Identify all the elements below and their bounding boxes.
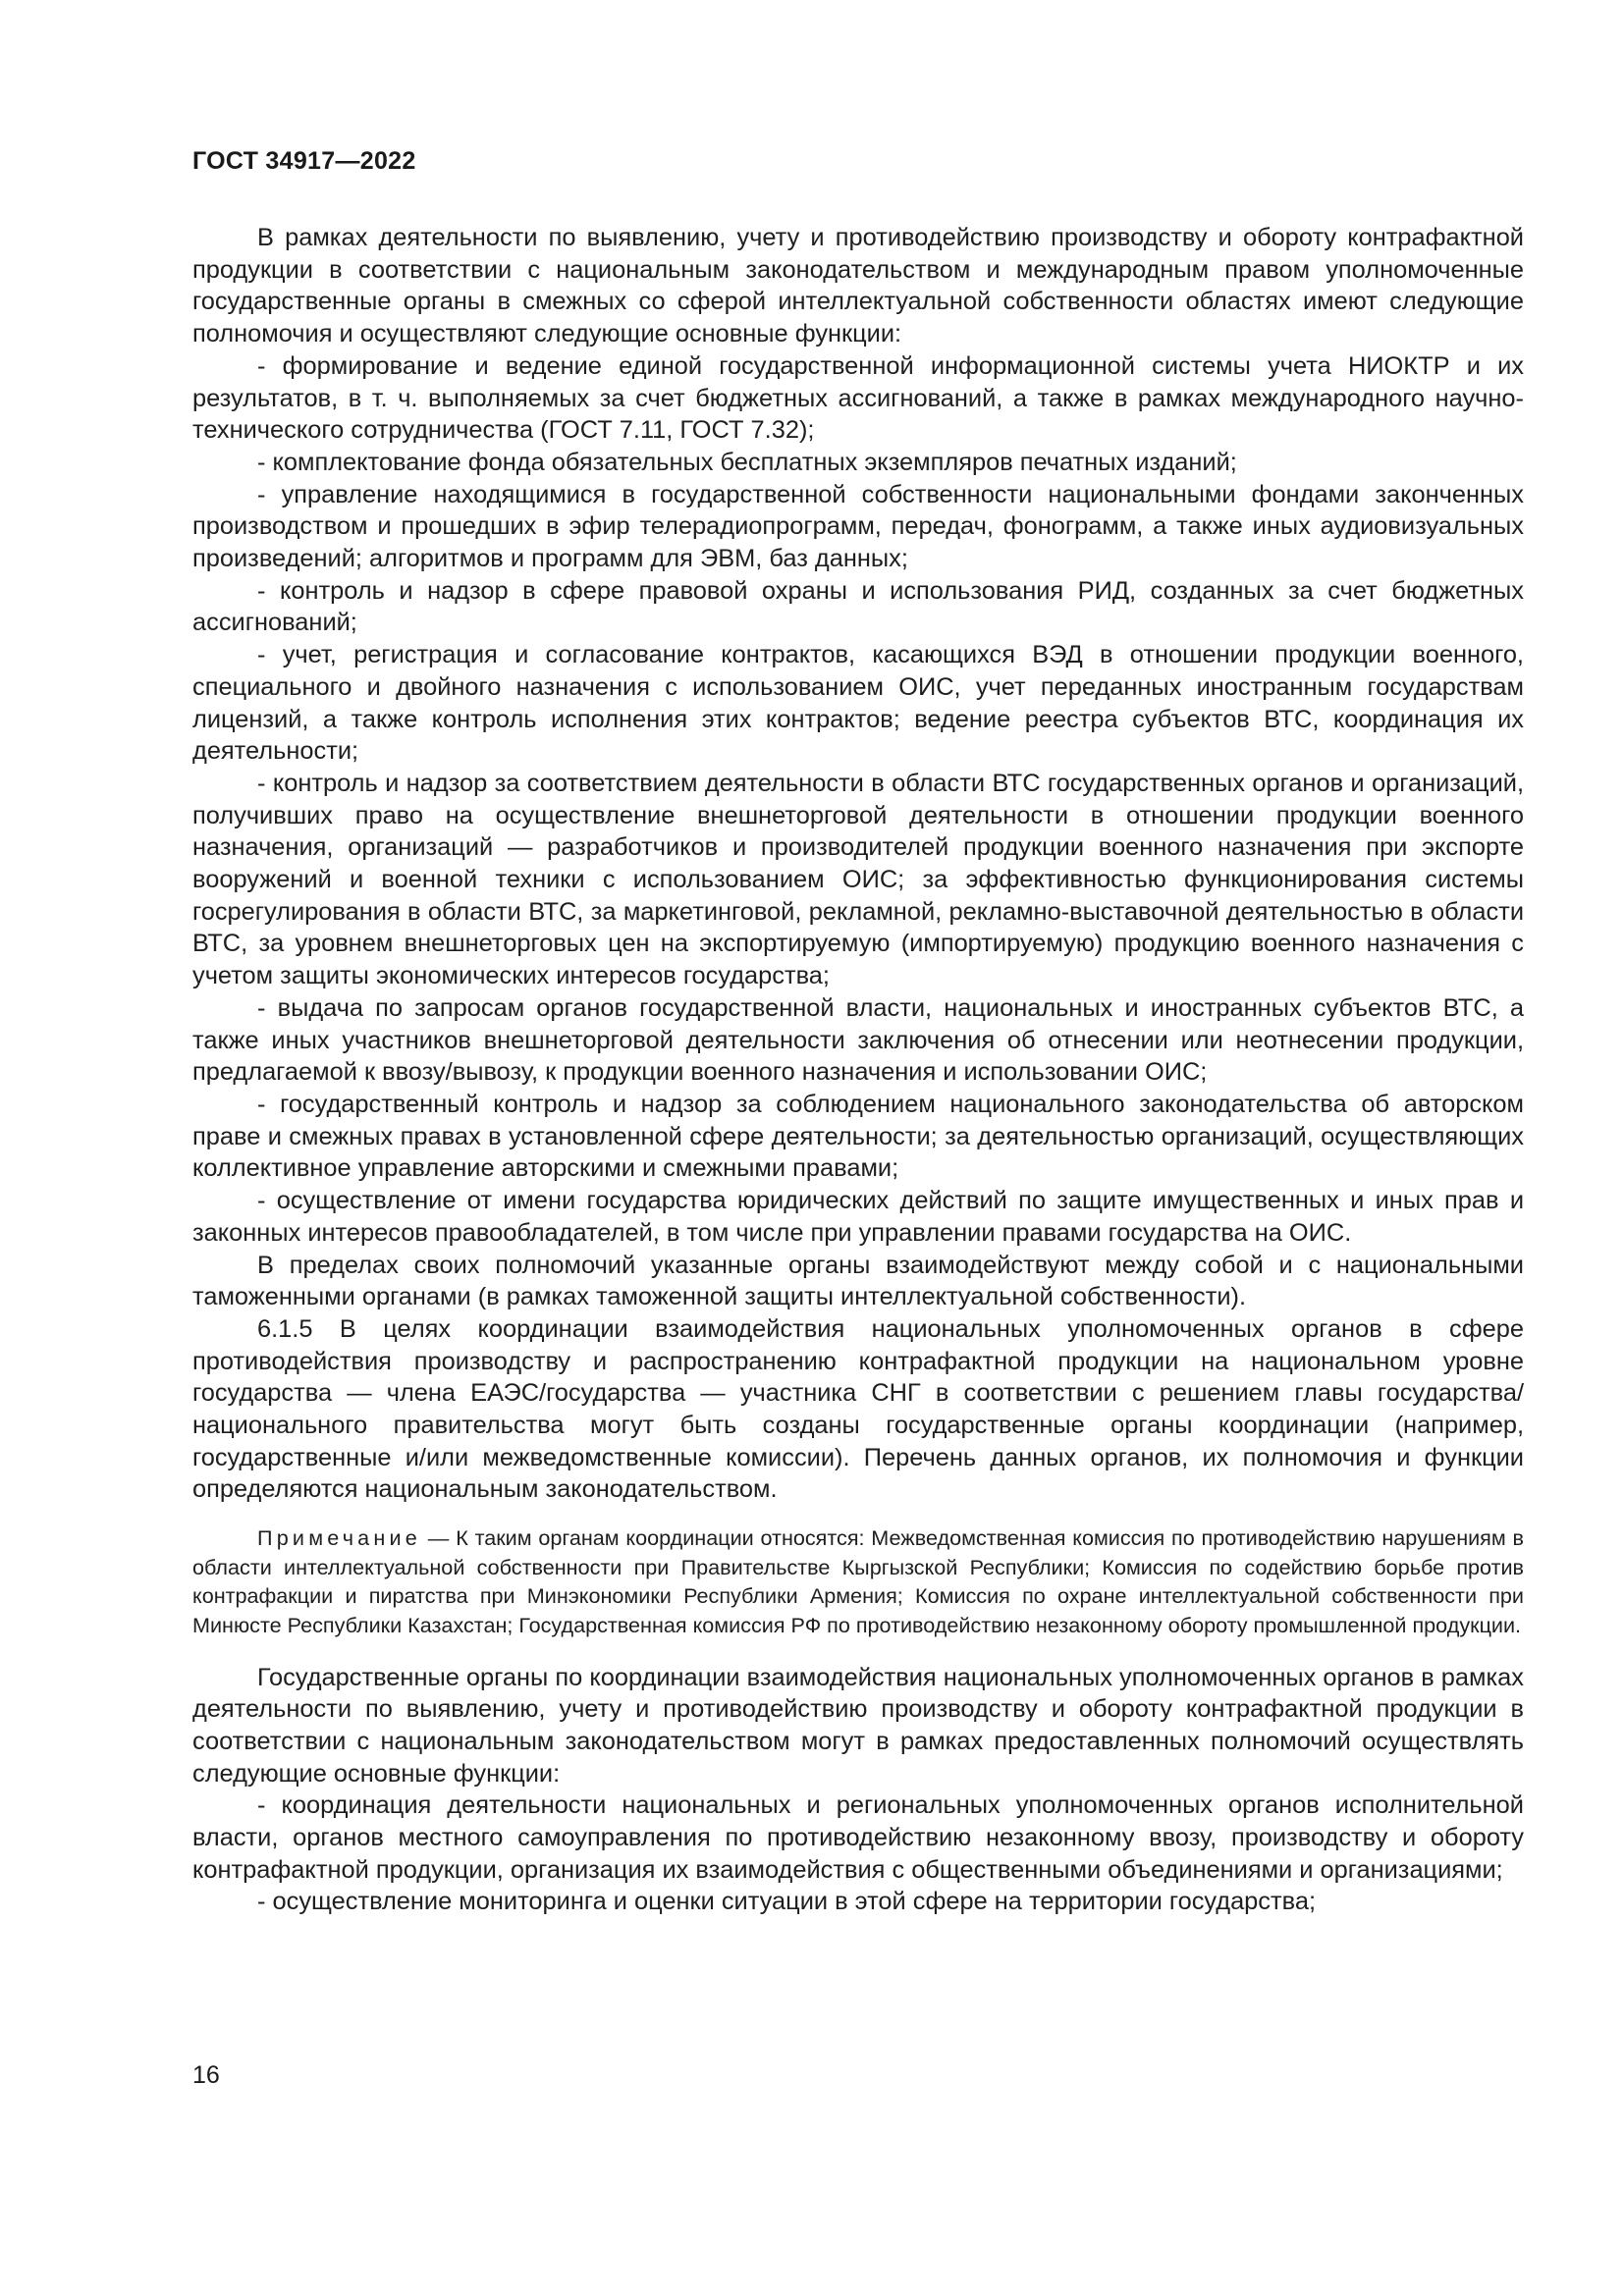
note-text: — К таким органам координации относятся: Межведомственная комиссия по противодействию нарушениям в области интеллектуальной собственности при Правительстве Кыргызской Республики; Комиссия по содействию борьбе против контрафакции и пиратства при Минэкономики Республики Армения; Комиссия по охране интеллектуальной собственности при Минюсте Республики Казахстан; Государственная комиссия РФ по противодействию незаконному обороту промышленной продукции. <box>192 1525 1524 1637</box>
paragraph-coordination: Государственные органы по координации взаимодействия национальных уполномоченных органов в рамках деятельности по выявлению, учету и противодействию производству и обороту контрафактной продукции в соответствии с национальным законодательством могут в рамках предоставленных полномочий осуществлять следующие основные функции: <box>192 1663 1524 1788</box>
list-item-control-rid: - контроль и надзор в сфере правовой охраны и использования РИД, созданных за счет бюджетных ассигнований; <box>192 576 1524 637</box>
list-item-legal-actions: - осуществление от имени государства юридических действий по защите имущественных и иных прав и законных интересов правообладателей, в том числе при управлении правами государства на ОИС. <box>192 1187 1524 1247</box>
paragraph-6-1-5: 6.1.5 В целях координации взаимодействия национальных уполномоченных органов в сфере противодействия производству и распространению контрафактной продукции на национальном уровне государства — члена ЕАЭС/государства — участника СНГ в соответствии с решением главы государства/национального правительства могут быть созданы государственные органы координации (например, государственные и/или межведомственные комиссии). Перечень данных органов, их полномочия и функции определяются национальным законодательством. <box>192 1314 1524 1504</box>
list-item-monitoring: - осуществление мониторинга и оценки ситуации в этой сфере на территории государства; <box>257 1888 1317 1916</box>
note-label: Примечание <box>257 1525 421 1551</box>
list-item-contracts: - учет, регистрация и согласование контрактов, касающихся ВЭД в отношении продукции военного, специального и двойного назначения с использованием ОИС, учет переданных иностранным государствам лицензий, а также контроль исполнения этих контрактов; ведение реестра субъектов ВТС, координация их деятельности; <box>192 641 1524 766</box>
paragraph-intro: В рамках деятельности по выявлению, учету и противодействию производству и обороту контрафактной продукции в соответствии с национальным законодательством и международным правом уполномоченные государственные органы в смежных со сферой интеллектуальной собственности областях имеют следующие полномочия и осуществляют следующие основные функции: <box>192 224 1524 348</box>
main-text <box>192 222 1524 1918</box>
list-item-copyright-control: - государственный контроль и надзор за соблюдением национального законодательства об авторском праве и смежных правах в установленной сфере деятельности; за деятельностью организаций, осуществляющих коллективное управление авторскими и смежными правами; <box>192 1090 1524 1183</box>
note <box>192 1523 1524 1639</box>
list-item-niokr: - формирование и ведение единой государственной информационной системы учета НИОКТР и их результатов, в т. ч. выполняемых за счет бюджетных ассигнований, а также в рамках международного научно-технического сотрудничества (ГОСТ 7.11, ГОСТ 7.32); <box>192 351 1524 445</box>
standard-header: ГОСТ 34917—2022 <box>192 147 416 175</box>
list-item-management: - управление находящимися в государственной собственности национальными фондами законченных производством и прошедших в эфир телерадиопрограмм, передач, фонограмм, а также иных аудиовизуальных произведений; алгоритмов и программ для ЭВМ, баз данных; <box>192 480 1524 573</box>
list-item-coordination: - координация деятельности национальных и региональных уполномоченных органов исполнительной власти, органов местного самоуправления по противодействию незаконному ввозу, производству и обороту контрафактной продукции, организация их взаимодействия с общественными объединениями и организациями; <box>192 1791 1524 1884</box>
paragraph-interaction: В пределах своих полномочий указанные органы взаимодействуют между собой и с национальными таможенными органами (в рамках таможенной защиты интеллектуальной собственности). <box>192 1251 1524 1311</box>
page-number: 16 <box>192 2061 220 2089</box>
list-item-control-vts: - контроль и надзор за соответствием деятельности в области ВТС государственных органов и организаций, получивших право на осуществление внешнеторговой деятельности в отношении продукции военного назначения, организаций — разработчиков и производителей продукции военного назначения при экспорте вооружений и военной техники с использованием ОИС; за эффективностью функционирования системы госрегулирования в области ВТС, за маркетинговой, рекламной, рекламно-выставочной деятельностью в области ВТС, за уровнем внешнеторговых цен на экспортируемую (импортируемую) продукцию военного назначения с учетом защиты экономических интересов государства; <box>192 769 1524 990</box>
list-item-conclusions: - выдача по запросам органов государственной власти, национальных и иностранных субъектов ВТС, а также иных участников внешнеторговой деятельности заключения об отнесении или неотнесении продукции, предлагаемой к ввозу/вывозу, к продукции военного назначения и использовании ОИС; <box>192 993 1524 1087</box>
list-item-fund: - комплектование фонда обязательных бесплатных экземпляров печатных изданий; <box>257 448 1237 476</box>
